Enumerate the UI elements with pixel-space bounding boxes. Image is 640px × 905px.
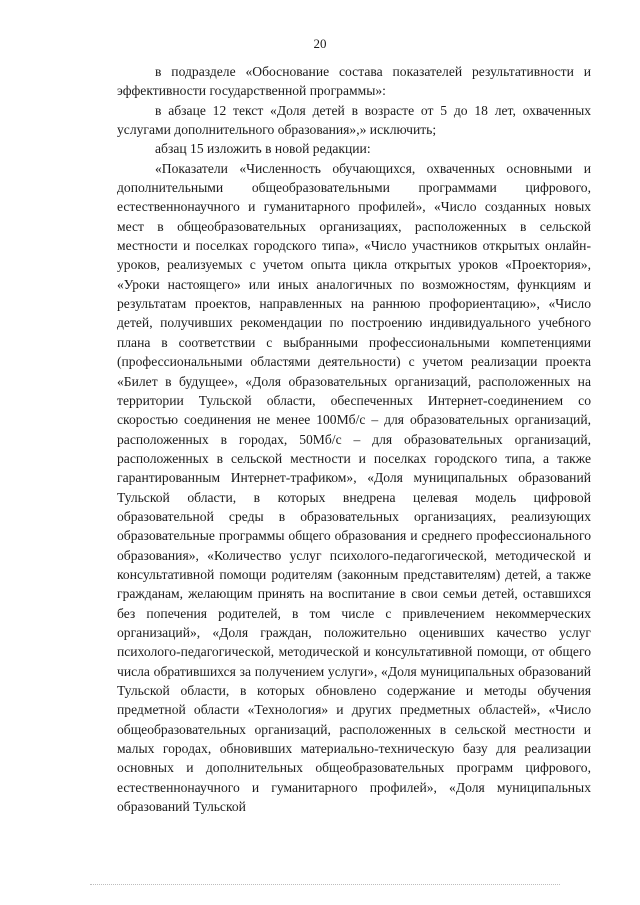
paragraph-indicators: «Показатели «Численность обучающихся, охваченных основными и дополнительными общеобразовательными программами цифрового, естественнонаучного и гуманитарного профилей», «Число созданных новых мест в общеобразовательных организациях, расположенных в сельской местности и поселках городского типа», «Число участников открытых онлайн-уроков, реализуемых с учетом опыта цикла открытых уроков «Проектория», «Уроки настоящего» или иных аналогичных по возможностям, функциям и результатам проектов, направленных на раннюю профориентацию», «Число детей, получивших рекомендации по построению индивидуального учебного плана в соответствии с выбранными профессиональными компетенциями (профессиональными областями деятельности) с учетом реализации проекта «Билет в будущее», «Доля образовательных организаций, расположенных на территории Тульской области, обеспеченных Интернет-соединением со скоростью соединения не менее 100Мб/с – для образовательных организаций, расположенных в городах, 50Мб/с – для образовательных организаций, расположенных в сельской местности и поселках городского типа, а также гарантированным Интернет-трафиком», «Доля муниципальных образований Тульской области, в которых внедрена целевая модель цифровой образовательной среды в образовательных организациях, реализующих образовательные программы общего образования и среднего профессионального образования», «Количество услуг психолого-педагогической, методической и консультативной помощи родителям (законным представителям) детей, а также гражданам, желающим принять на воспитание в свои семьи детей, оставшихся без попечения родителей, в том числе с привлечением некоммерческих организаций», «Доля граждан, положительно оценивших качество услуг психолого-педагогической, методической и консультативной помощи, от общего числа обратившихся за получением услуги», «Доля муниципальных образований Тульской области, в которых обновлено содержание и методы обучения предметной области «Технология» и других предметных областей», «Число общеобразовательных организаций, расположенных в сельской местности и малых городах, обновивших материально-техническую базу для реализации основных и дополнительных общеобразовательных программ цифрового, естественнонаучного и гуманитарного профилей», «Доля муниципальных образований Тульской	[117, 160, 591, 815]
document-body	[117, 62, 591, 816]
paragraph-subsection-reference: в подразделе «Обоснование состава показателей результативности и эффективности государственной программы»:	[117, 64, 591, 99]
page-number: 20	[313, 36, 327, 51]
paragraph-abzac-12: в абзаце 12 текст «Доля детей в возрасте от 5 до 18 лет, охваченных услугами дополнительного образования»,» исключить;	[117, 102, 591, 138]
footer-scan-marks	[90, 884, 560, 889]
paragraph-abzac-15-intro: абзац 15 изложить в новой редакции:	[155, 141, 371, 157]
